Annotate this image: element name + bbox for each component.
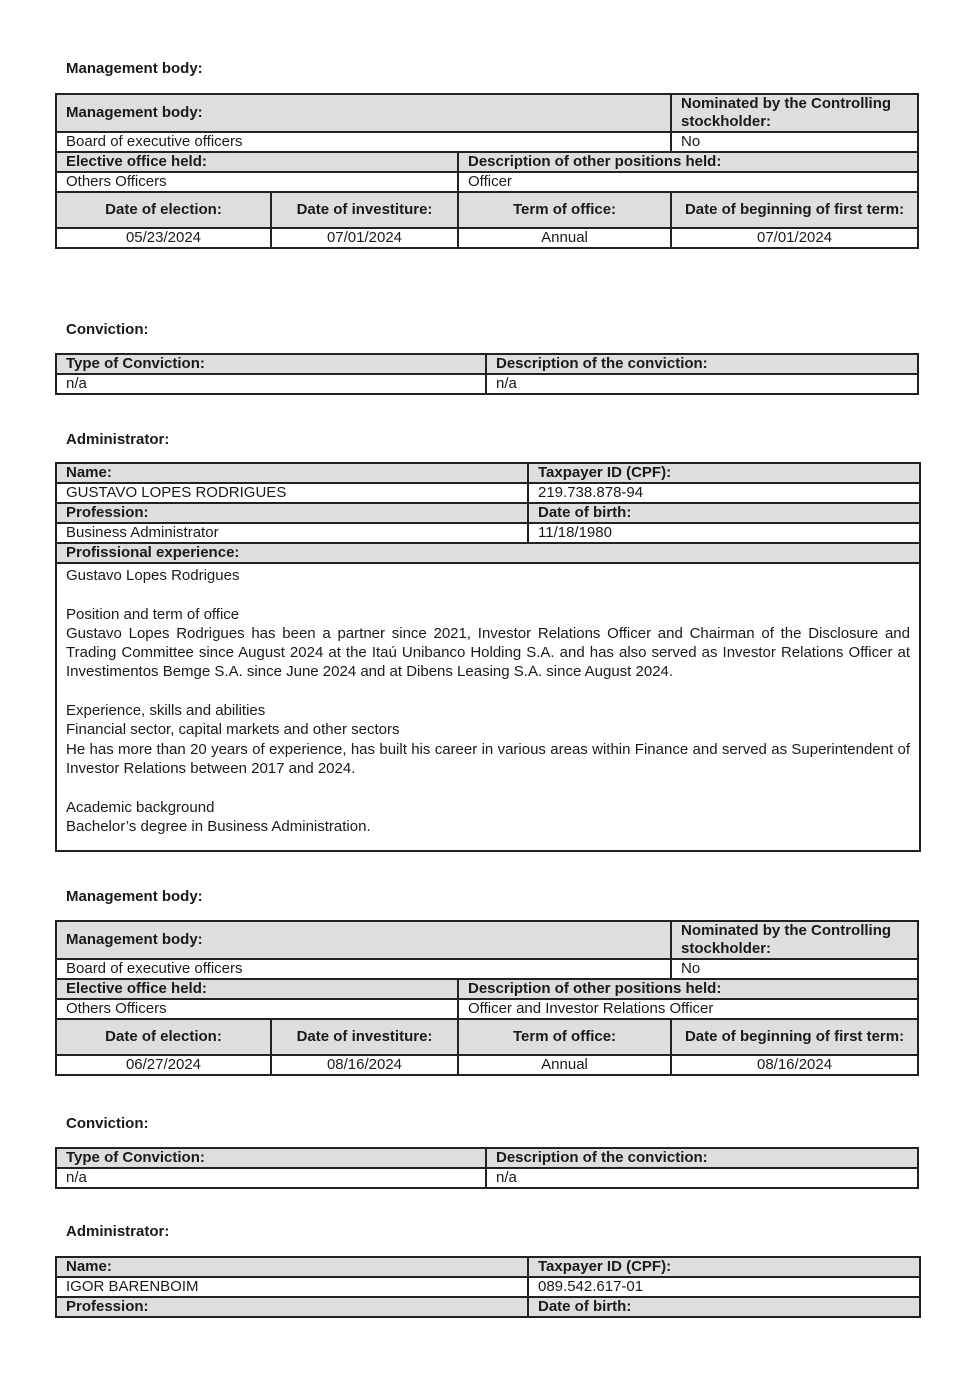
- exp-skills-heading: Experience, skills and abilities: [66, 702, 266, 720]
- cpf-value: 089.542.617-01: [528, 1277, 920, 1297]
- elective-office-label: Elective office held:: [56, 152, 458, 172]
- experience-text: [56, 563, 920, 851]
- conviction-desc-value: n/a: [486, 374, 918, 394]
- profession-label: Profession:: [56, 503, 528, 523]
- date-investiture-value: 07/01/2024: [271, 228, 458, 248]
- conviction-desc-label: Description of the conviction:: [486, 354, 918, 374]
- other-positions-label: Description of other positions held:: [458, 979, 918, 999]
- first-term-value: 07/01/2024: [671, 228, 918, 248]
- cpf-value: 219.738.878-94: [528, 483, 920, 503]
- first-term-value: 08/16/2024: [671, 1055, 918, 1075]
- conviction-table: [55, 353, 919, 395]
- date-election-label: Date of election:: [56, 1019, 271, 1055]
- profession-label: Profession:: [56, 1297, 528, 1317]
- nominated-label: Nominated by the Controlling stockholder:: [671, 94, 918, 132]
- other-positions-value: Officer: [458, 172, 918, 192]
- exp-academic-heading: Academic background: [66, 798, 215, 816]
- date-election-value: 05/23/2024: [56, 228, 271, 248]
- section-title-conviction: Conviction:: [66, 321, 149, 338]
- term-value: Annual: [458, 228, 671, 248]
- date-election-label: Date of election:: [56, 192, 271, 228]
- experience-label: Profissional experience:: [56, 543, 920, 563]
- section-title-administrator: Administrator:: [66, 431, 170, 448]
- profession-value: Business Administrator: [56, 523, 528, 543]
- conviction-type-label: Type of Conviction:: [56, 1148, 486, 1168]
- section-title-management-body: Management body:: [66, 60, 203, 77]
- elective-office-value: Others Officers: [56, 999, 458, 1019]
- date-investiture-label: Date of investiture:: [271, 192, 458, 228]
- management-body-label: Management body:: [56, 94, 671, 132]
- date-investiture-label: Date of investiture:: [271, 1019, 458, 1055]
- nominated-value: No: [671, 132, 918, 152]
- cpf-label: Taxpayer ID (CPF):: [528, 1257, 920, 1277]
- date-investiture-value: 08/16/2024: [271, 1055, 458, 1075]
- term-label: Term of office:: [458, 192, 671, 228]
- administrator-table: [55, 1256, 921, 1318]
- cpf-label: Taxpayer ID (CPF):: [528, 463, 920, 483]
- management-body-label: Management body:: [56, 921, 671, 959]
- elective-office-value: Others Officers: [56, 172, 458, 192]
- section-title-management-body: Management body:: [66, 888, 203, 905]
- dob-value: 11/18/1980: [528, 523, 920, 543]
- elective-office-label: Elective office held:: [56, 979, 458, 999]
- exp-skills-text: He has more than 20 years of experience, has built his career in various areas within Finance and served as Superintendent of Investor Relations between 2017 and 2024.: [66, 740, 910, 777]
- conviction-table: [55, 1147, 919, 1189]
- conviction-type-label: Type of Conviction:: [56, 354, 486, 374]
- section-title-conviction: Conviction:: [66, 1115, 149, 1132]
- other-positions-value: Officer and Investor Relations Officer: [458, 999, 918, 1019]
- management-body-table: [55, 93, 919, 249]
- name-label: Name:: [56, 463, 528, 483]
- conviction-type-value: n/a: [56, 1168, 486, 1188]
- exp-name: Gustavo Lopes Rodrigues: [66, 567, 240, 584]
- management-body-value: Board of executive officers: [56, 959, 671, 979]
- management-body-value: Board of executive officers: [56, 132, 671, 152]
- conviction-desc-label: Description of the conviction:: [486, 1148, 918, 1168]
- term-value: Annual: [458, 1055, 671, 1075]
- section-title-administrator: Administrator:: [66, 1223, 170, 1240]
- exp-academic-text: Bachelor’s degree in Business Administration.: [66, 817, 371, 835]
- dob-label: Date of birth:: [528, 503, 920, 523]
- exp-position-text: Gustavo Lopes Rodrigues has been a partner since 2021, Investor Relations Officer and Chairman of the Disclosure and Trading Committee since August 2024 at the Itaú Unibanco Holding S.A. and has also served as Investor Relations Officer at Investimentos Bemge S.A. since June 2024 and at Dibens Leasing S.A. since August 2024.: [66, 624, 910, 681]
- administrator-table: [55, 462, 921, 852]
- first-term-label: Date of beginning of first term:: [671, 1019, 918, 1055]
- name-value: IGOR BARENBOIM: [56, 1277, 528, 1297]
- conviction-desc-value: n/a: [486, 1168, 918, 1188]
- exp-skills-sub: Financial sector, capital markets and other sectors: [66, 721, 400, 739]
- first-term-label: Date of beginning of first term:: [671, 192, 918, 228]
- exp-position-heading: Position and term of office: [66, 605, 240, 623]
- date-election-value: 06/27/2024: [56, 1055, 271, 1075]
- nominated-label: Nominated by the Controlling stockholder:: [671, 921, 918, 959]
- other-positions-label: Description of other positions held:: [458, 152, 918, 172]
- nominated-value: No: [671, 959, 918, 979]
- conviction-type-value: n/a: [56, 374, 486, 394]
- term-label: Term of office:: [458, 1019, 671, 1055]
- management-body-table: [55, 920, 919, 1076]
- dob-label: Date of birth:: [528, 1297, 920, 1317]
- name-label: Name:: [56, 1257, 528, 1277]
- name-value: GUSTAVO LOPES RODRIGUES: [56, 483, 528, 503]
